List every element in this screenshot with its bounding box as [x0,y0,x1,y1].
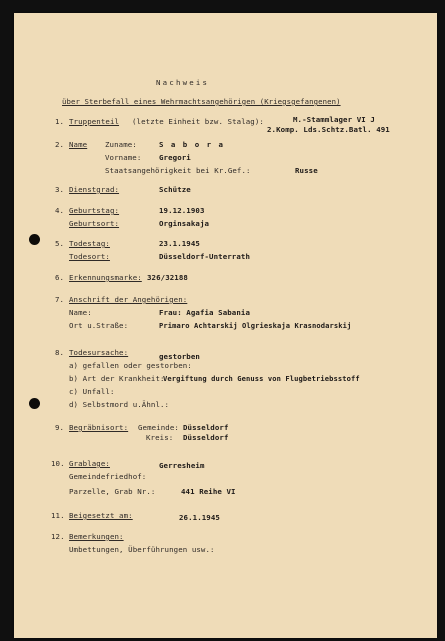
cemetery-label: Gemeindefriedhof: [69,472,147,481]
firstname-value: Gregori [159,153,191,162]
punch-hole-top [29,234,40,245]
parcel-label: Parzelle, Grab Nr.: [69,487,156,496]
section-11-number: 11. [51,511,65,520]
document-title: Nachweis [156,78,210,87]
section-2-label: Name [69,140,88,149]
death-place-value: Düsseldorf-Unterrath [159,252,250,261]
section-7-number: 7. [55,295,65,304]
birth-place-label: Geburtsort: [69,219,120,228]
burial-gemeinde-label: Gemeinde: [138,423,179,432]
document-subtitle: über Sterbefall eines Wehrmachtsangehörigen (Kriegsgefangenen) [62,97,341,106]
relative-street-label: Ort u.Straße: [69,321,129,330]
parcel-value: 441 Reihe VI [181,487,236,496]
section-4-number: 4. [55,206,65,215]
burial-kreis-value: Düsseldorf [183,433,229,442]
section-2-number: 2. [55,140,65,149]
section-10-number: 10. [51,459,65,468]
section-7-label: Anschrift der Angehörigen: [69,295,188,304]
section-9-number: 9. [55,423,65,432]
section-8-number: 8. [55,348,65,357]
death-cause-b: b) Art der Krankheit: [69,374,165,383]
death-date-value: 23.1.1945 [159,239,200,248]
nationality-label: Staatsangehörigkeit bei Kr.Gef.: [105,166,251,175]
section-8-label: Todesursache: [69,348,129,357]
section-9-label: Begräbnisort: [69,423,129,432]
relative-name-value: Frau: Agafia Sabania [159,308,250,317]
section-5-number: 5. [55,239,65,248]
birth-place-value: Orginsakaja [159,219,210,228]
death-cause-c: c) Unfall: [69,387,115,396]
firstname-label: Vorname: [105,153,142,162]
surname-label: Zuname: [105,140,137,149]
death-cause-a: a) gefallen oder gestorben: [69,361,192,370]
section-5-label: Todestag: [69,239,110,248]
section-6-value: 326/32188 [147,273,188,282]
death-cause-d: d) Selbstmord u.Ähnl.: [69,400,170,409]
section-1-number: 1. [55,117,65,126]
section-3-label: Dienstgrad: [69,185,120,194]
section-6-label: Erkennungsmarke: [69,273,142,282]
death-cause-value: gestorben [159,352,200,361]
remarks-line: Umbettungen, Überführungen usw.: [69,545,215,554]
section-1-value-2: 2.Komp. Lds.Schtz.Batl. 491 [267,125,390,134]
section-1-note: (letzte Einheit bzw. Stalag): [132,117,264,126]
document-sheet [14,13,437,638]
section-10-label: Grablage: [69,459,110,468]
section-4-label: Geburtstag: [69,206,120,215]
punch-hole-bottom [29,398,40,409]
relative-street-value: Primaro Achtarskij Olgrieskaja Krasnodarskij [159,321,352,330]
surname-value: S a b o r a [159,140,225,149]
section-6-number: 6. [55,273,65,282]
section-1-label: Truppenteil [69,117,120,126]
death-cause-b-value: Vergiftung durch Genuss von Flugbetriebsstoff [163,374,360,383]
burial-gemeinde-value: Düsseldorf [183,423,229,432]
section-12-number: 12. [51,532,65,541]
grave-location-value: Gerresheim [159,461,205,470]
section-3-number: 3. [55,185,65,194]
section-1-value: M.-Stammlager VI J [293,115,375,124]
buried-date-value: 26.1.1945 [179,513,220,522]
nationality-value: Russe [295,166,318,175]
burial-kreis-label: Kreis: [146,433,174,442]
death-place-label: Todesort: [69,252,110,261]
relative-name-label: Name: [69,308,92,317]
section-12-label: Bemerkungen: [69,532,124,541]
section-3-value: Schütze [159,185,191,194]
birth-date-value: 19.12.1903 [159,206,205,215]
section-11-label: Beigesetzt am: [69,511,133,520]
